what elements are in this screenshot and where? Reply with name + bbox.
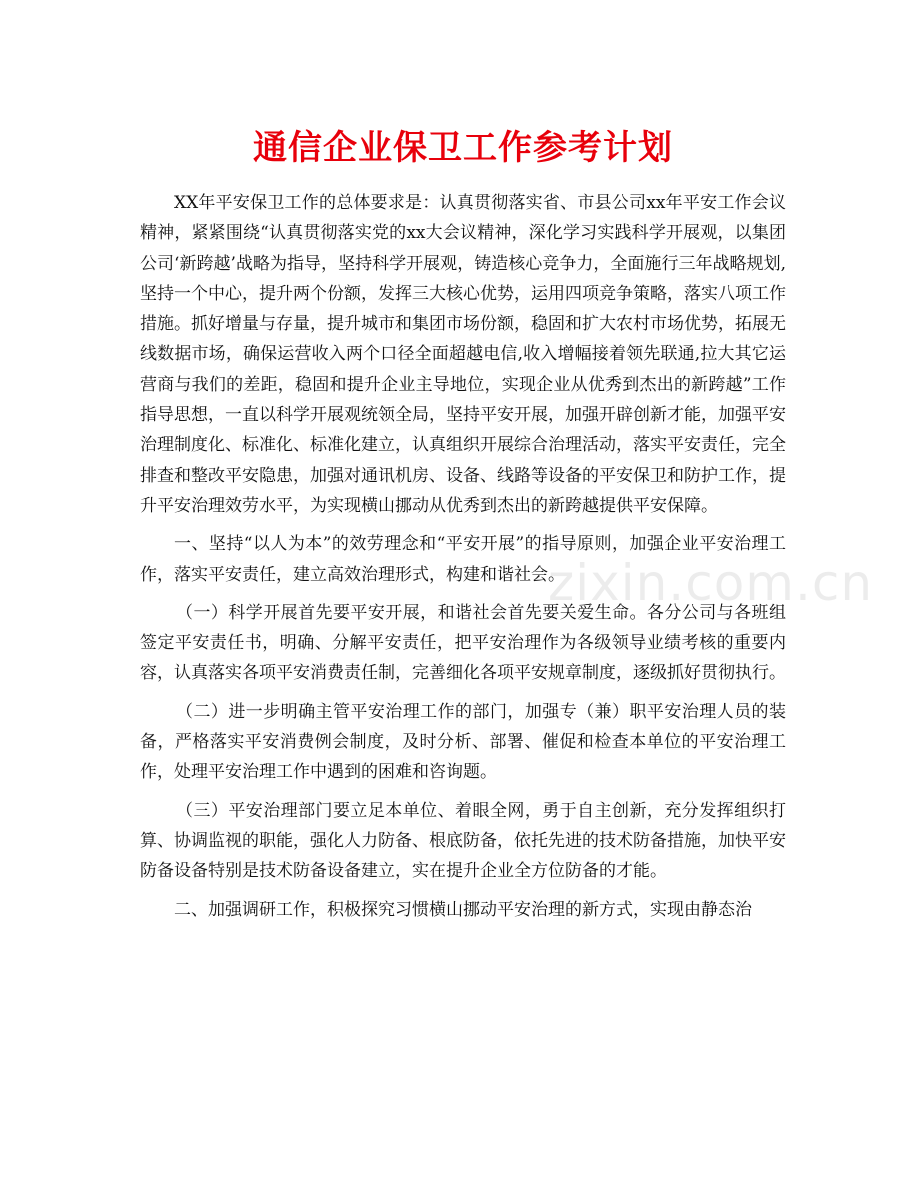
document-page (140, 122, 786, 933)
watermark: zixin.com.cn (548, 554, 874, 612)
section-1-heading-paragraph: 一、坚持“以人为本”的效劳理念和“平安开展”的指导原则，加强企业平安治理工作，落实平安责任，建立高效治理形式，构建和谐社会。 (140, 534, 786, 585)
section-1-item-2-paragraph: （二）进一步明确主管平安治理工作的部门，加强专（兼）职平安治理人员的装备，严格落实平安消费例会制度，及时分析、部署、催促和检查本单位的平安治理工作，处理平安治理工作中遇到的困难和咨询题。 (140, 701, 786, 783)
section-1-item-3-paragraph: （三）平安治理部门要立足本单位、着眼全网，勇于自主创新，充分发挥组织打算、协调监视的职能，强化人力防备、根底防备，依托先进的技术防备措施，加快平安防备设备特别是技术防备设备建立，实在提升企业全方位防备的才能。 (140, 800, 786, 882)
document-title: 通信企业保卫工作参考计划 (253, 128, 673, 168)
intro-paragraph: XX年平安保卫工作的总体要求是：认真贯彻落实省、市县公司xx年平安工作会议精神，紧紧围绕“认真贯彻落实党的xx大会议精神，深化学习实践科学开展观，以集团公司‘新跨越’战略为指导，坚持科学开展观，铸造核心竞争力，全面施行三年战略规划,坚持一个中心，提升两个份额，发挥三大核心优势，运用四项竞争策略，落实八项工作措施。抓好增量与存量，提升城市和集团市场份额，稳固和扩大农村市场优势，拓展无线数据市场，确保运营收入两个口径全面超越电信,收入增幅接着领先联通,拉大其它运营商与我们的差距，稳固和提升企业主导地位，实现企业从优秀到杰出的新跨越”工作指导思想，一直以科学开展观统领全局，坚持平安开展，加强开辟创新才能，加强平安治理制度化、标准化、标准化建立，认真组织开展综合治理活动，落实平安责任，完全排查和整改平安隐患，加强对通讯机房、设备、线路等设备的平安保卫和防护工作，提升平安治理效劳水平，为实现横山挪动从优秀到杰出的新跨越提供平安保障。 (140, 193, 786, 516)
section-1-item-1-paragraph: （一）科学开展首先要平安开展，和谐社会首先要关爱生命。各分公司与各班组签定平安责任书，明确、分解平安责任，把平安治理作为各级领导业绩考核的重要内容，认真落实各项平安消费责任制，完善细化各项平安规章制度，逐级抓好贯彻执行。 (140, 602, 786, 684)
section-2-heading-paragraph: 二、加强调研工作，积极探究习惯横山挪动平安治理的新方式，实现由静态治 (174, 899, 752, 920)
